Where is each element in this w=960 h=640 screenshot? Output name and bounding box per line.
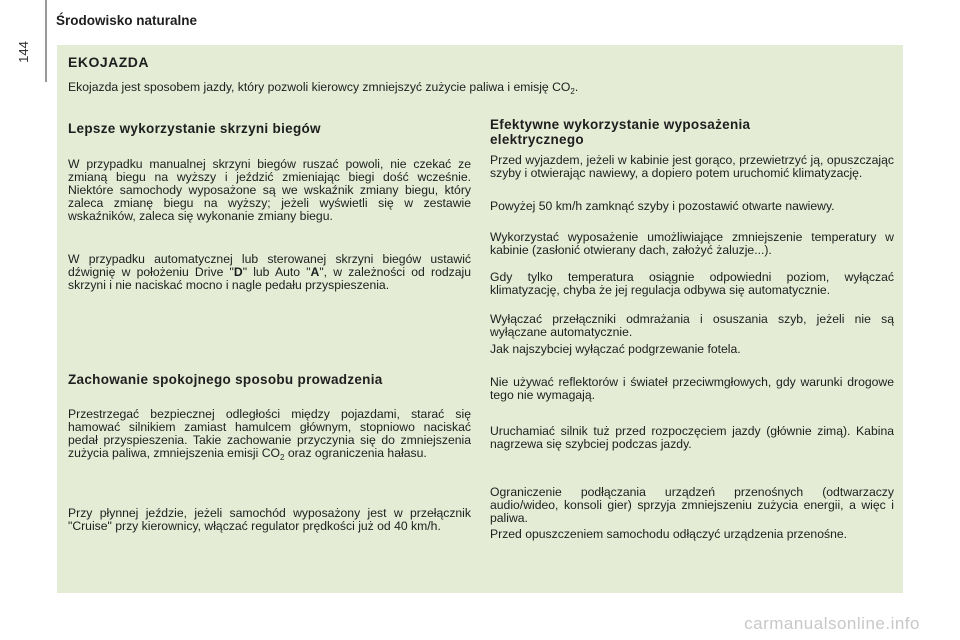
paragraph-close-windows: Powyżej 50 km/h zamknąć szyby i pozostawić otwarte nawiewy.: [490, 199, 835, 213]
paragraph-defrost-switches: Wyłączać przełączniki odmrażania i osuszania szyb, jeżeli nie są wyłączane automatycznie.: [490, 312, 894, 339]
paragraph-engine-start: Uruchamiać silnik tuż przed rozpoczęciem jazdy (głównie zimą). Kabina nagrzewa się szybciej podczas jazdy.: [490, 424, 894, 451]
watermark: carmanualsonline.info: [744, 614, 920, 633]
margin-rule: [45, 0, 47, 82]
paragraph-reduce-temperature: Wykorzystać wyposażenie umożliwiające zmniejszenie temperatury w kabinie (zasłonić otwierany dach, założyć żaluzje...).: [490, 230, 894, 257]
paragraph-safe-distance: Przestrzegać bezpiecznej odległości między pojazdami, starać się hamować silnikiem zamiast hamulcem głównym, stopniowo naciskać pedał przyspieszenia. Takie zachowanie przyczynia się do zmniejszenia zużycia paliwa, zmniejszenia emisji $CO_2$ oraz ograniczenia hałasu.: [68, 407, 471, 462]
heading-calm-driving: Zachowanie spokojnego sposobu prowadzenia: [68, 372, 383, 387]
heading-electrical-equipment: Efektywne wykorzystanie wyposażenia elektrycznego: [490, 117, 751, 147]
paragraph-air-conditioning: Gdy tylko temperatura osiągnie odpowiedni poziom, wyłączać klimatyzację, chyba że jej regulacja odbywa się automatycznie.: [490, 270, 894, 297]
section-header: Środowisko naturalne: [56, 13, 198, 28]
paragraph-cruise-control: Przy płynnej jeździe, jeżeli samochód wyposażony jest w przełącznik "Cruise" przy kierownicy, włączać regulator prędkości już od 40 km/h.: [68, 506, 471, 533]
paragraph-disconnect-devices: Przed opuszczeniem samochodu odłączyć urządzenia przenośne.: [490, 527, 848, 541]
paragraph-seat-heating: Jak najszybciej wyłączać podgrzewanie fotela.: [490, 342, 741, 356]
paragraph-portable-devices: Ograniczenie podłączania urządzeń przenośnych (odtwarzaczy audio/wideo, konsoli gier) sprzyja zmniejszeniu zużycia energii, a więc i paliwa.: [490, 485, 894, 525]
intro-text: Ekojazda jest sposobem jazdy, który pozwoli kierowcy zmniejszyć zużycie paliwa i emisję $CO_2$.: [68, 80, 579, 96]
article-title: EKOJAZDA: [68, 54, 150, 70]
paragraph-manual-gearbox: W przypadku manualnej skrzyni biegów ruszać powoli, nie czekać ze zmianą biegu na wyższy i jeździć zmieniając biegi dość wcześnie. Niektóre samochody wyposażone są we wskaźnik zmiany biegu, który zaleca zmianę biegu na wyższy; jeżeli wyświetli się w zestawie wskaźników, zaleca się wykonanie zmiany biegu.: [68, 157, 471, 223]
heading-gearbox: Lepsze wykorzystanie skrzyni biegów: [68, 121, 321, 136]
paragraph-fog-lights: Nie używać reflektorów i świateł przeciwmgłowych, gdy warunki drogowe tego nie wymagają.: [490, 375, 894, 402]
paragraph-ventilate: Przed wyjazdem, jeżeli w kabinie jest gorąco, przewietrzyć ją, opuszczając szyby i otwierając nawiewy, a dopiero potem uruchomić klimatyzację.: [490, 153, 894, 180]
page-number: 144: [16, 41, 31, 63]
paragraph-automatic-gearbox: W przypadku automatycznej lub sterowanej skrzyni biegów ustawić dźwignię w położeniu Drive "D" lub Auto "A", w zależności od rodzaju skrzyni i nie naciskać mocno i nagle pedału przyspieszenia.: [68, 252, 471, 292]
